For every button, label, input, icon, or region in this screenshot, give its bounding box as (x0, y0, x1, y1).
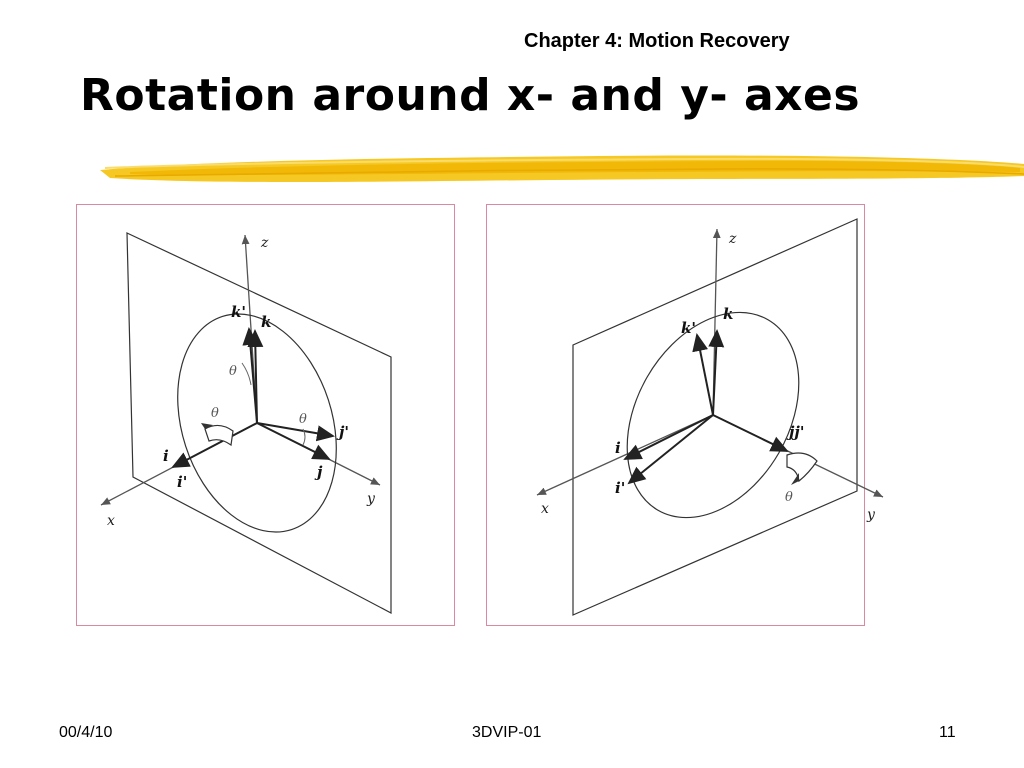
theta-label-rotation: θ (211, 406, 219, 421)
z-axis-label: z (729, 231, 737, 247)
figure-x-diagram (77, 205, 454, 625)
footer-date: 00/4/10 (59, 724, 113, 741)
theta-arc-z (242, 363, 251, 385)
k-label: k (723, 305, 734, 323)
footer-course-code: 3DVIP-01 (472, 724, 542, 741)
z-axis-label: z (261, 235, 269, 251)
title-underline-brushstroke (100, 150, 1024, 188)
k-prime-label: k' (681, 319, 696, 337)
i-prime-label: i' (615, 479, 626, 497)
theta-label-y: θ (299, 412, 307, 427)
i-prime-vector (629, 415, 713, 483)
rotation-arrow-icon (787, 453, 817, 485)
jj-prime-vector (713, 415, 787, 451)
figure-rotation-y-axis (486, 204, 875, 626)
theta-label-z: θ (229, 364, 237, 379)
rotation-arrow-icon (201, 423, 233, 445)
slide-title: Rotation around x- and y- axes (80, 70, 861, 121)
figure-y-diagram (487, 205, 875, 625)
k-prime-vector (697, 335, 713, 415)
i-label: i (163, 447, 169, 465)
theta-label-rotation: θ (785, 490, 793, 505)
j-label: j (317, 463, 323, 481)
figure-rotation-x-axis (76, 204, 455, 626)
i-label: i (615, 439, 621, 457)
i-vector (625, 415, 713, 459)
j-prime-label: j' (339, 423, 350, 441)
footer-page-number: 11 (939, 724, 956, 741)
x-axis-label: x (541, 501, 549, 517)
x-axis-label: x (107, 513, 115, 529)
y-axis-label: y (367, 491, 375, 507)
jj-prime-label: jj' (789, 423, 805, 441)
chapter-heading: Chapter 4: Motion Recovery (524, 30, 790, 52)
y-axis-label: y (867, 507, 875, 523)
i-prime-label: i' (177, 473, 188, 491)
k-label: k (261, 313, 272, 331)
k-prime-label: k' (231, 303, 246, 321)
